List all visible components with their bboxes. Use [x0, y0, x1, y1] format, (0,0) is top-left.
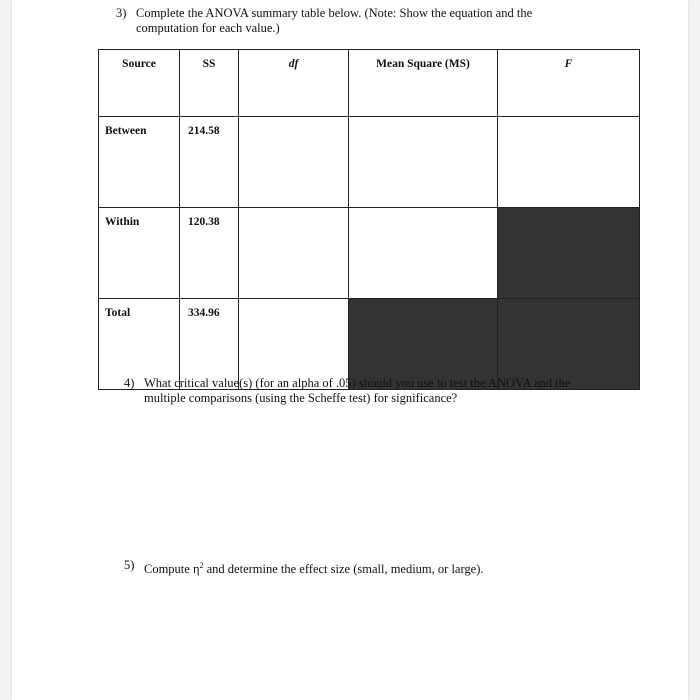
question-3-text [136, 6, 532, 36]
question-3-number: 3) [116, 6, 127, 20]
header-df: df [239, 50, 349, 117]
row-within-ss: 120.38 [180, 208, 239, 299]
question-5-text [144, 558, 484, 577]
table-row [99, 117, 640, 208]
row-total-ss: 334.96 [180, 299, 239, 390]
header-f: F [498, 50, 640, 117]
document-page [12, 0, 688, 700]
question-4-line-2: multiple comparisons (using the Scheffe test) for significance? [144, 391, 458, 405]
question-4-line-1: What critical value(s) (for an alpha of .05) should you use to test the ANOVA and the [144, 376, 571, 390]
header-source: Source [99, 50, 180, 117]
question-5-superscript: 2 [199, 561, 204, 570]
row-between-df-cell [239, 117, 349, 208]
row-between-source: Between [99, 117, 180, 208]
row-within-ms-cell [349, 208, 498, 299]
row-within-df-cell [239, 208, 349, 299]
question-3-line-2: computation for each value.) [136, 21, 280, 35]
question-3-line-1: Complete the ANOVA summary table below. (Note: Show the equation and the [136, 6, 533, 20]
row-between-ms-cell [349, 117, 498, 208]
table-row [99, 208, 640, 299]
question-5-text-after: and determine the effect size (small, medium, or large). [203, 562, 484, 577]
row-within-f-shaded-cell [498, 208, 640, 299]
question-4-number: 4) [124, 376, 135, 390]
row-between-ss: 214.58 [180, 117, 239, 208]
question-5-text-before: Compute η [144, 562, 200, 577]
row-total-source: Total [99, 299, 180, 390]
table-header-row [99, 50, 640, 117]
header-ss: SS [180, 50, 239, 117]
row-between-f-cell [498, 117, 640, 208]
anova-summary-table [98, 49, 640, 390]
header-mean-square: Mean Square (MS) [349, 50, 498, 117]
question-4-text [144, 376, 570, 406]
row-within-source: Within [99, 208, 180, 299]
question-5-number: 5) [124, 558, 135, 572]
